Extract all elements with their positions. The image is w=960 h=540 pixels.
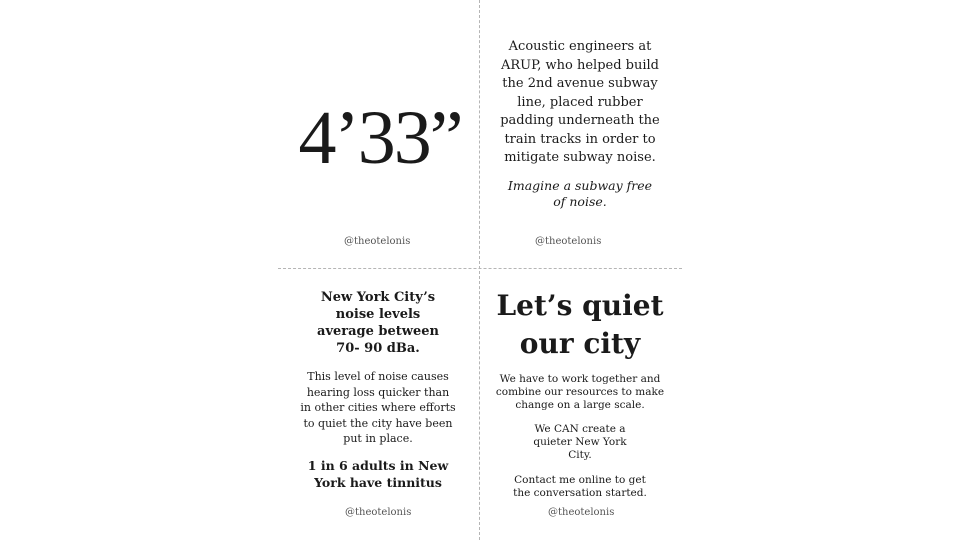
- horizontal-divider: [278, 268, 682, 269]
- panel-arup: [495, 38, 665, 210]
- panel-call-to-action: [492, 287, 668, 500]
- noise-stat: New York City’s noise levels average between 70- 90 dBa.: [317, 290, 439, 356]
- imagine-text: Imagine a subway free of noise.: [507, 177, 653, 209]
- handle-top-left: @theotelonis: [344, 236, 411, 247]
- handle-bottom-right: @theotelonis: [548, 507, 615, 518]
- cta-paragraph-2: We CAN create a quieter New York City.: [533, 423, 627, 461]
- cta-headline: Let’s quiet our city: [496, 289, 664, 360]
- hearing-loss-text: This level of noise causes hearing loss quicker than in other cities where efforts to quiet the city have been put in place.: [300, 370, 456, 445]
- tinnitus-fact: 1 in 6 adults in New York have tinnitus: [307, 457, 449, 490]
- handle-top-right: @theotelonis: [535, 236, 602, 247]
- panel-noise-stats: [300, 289, 456, 491]
- arup-paragraph: Acoustic engineers at ARUP, who helped build the 2nd avenue subway line, placed rubber padding underneath the train tracks in order to mitigate subway noise.: [500, 39, 660, 165]
- duration-title: 4’33”: [298, 96, 462, 180]
- cta-paragraph-3: Contact me online to get the conversation started.: [513, 474, 647, 499]
- cta-paragraph-1: We have to work together and combine our resources to make change on a large scale.: [495, 373, 665, 411]
- handle-bottom-left: @theotelonis: [345, 507, 412, 518]
- panel-duration: [280, 96, 480, 180]
- vertical-divider: [479, 0, 480, 540]
